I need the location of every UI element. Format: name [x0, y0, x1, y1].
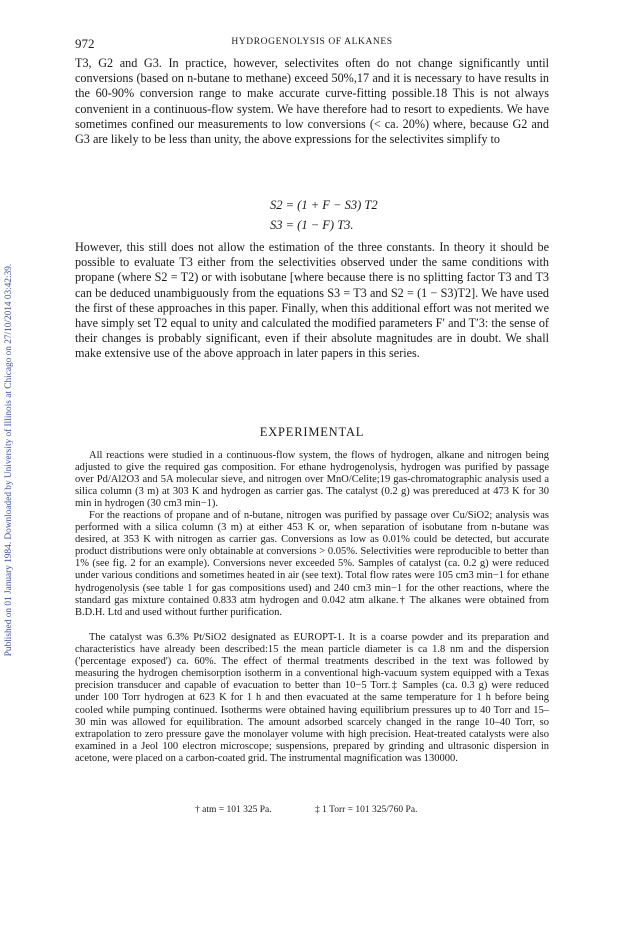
equation-s3: S3 = (1 − F) T3. — [270, 218, 354, 232]
experimental-paragraph: For the reactions of propane and of n-butane, nitrogen was purified by passage over Cu/SiO2; analysis was performed with a silica column (3 m) at either 453 K or, when separation of isobutane from n-butane was desired, at 353 K with nitrogen as carrier gas. Conversions as low as 0.01% could be detected, but accurate product distributions were only obtainable at conversions > 0.05%. Selectivities were reproducible to better than 1% (see fig. 2 for an example). Conversions never exceeded 5%. Samples of catalyst (ca. 0.2 g) were reduced under various conditions and sometimes heated in air (see text). Total flow rates were 105 cm3 min−1 for ethane hydrogenolysis (see table 1 for gas compositions used) and 240 cm3 min−1 for the other reactions, where the standard gas mixture contained 0.833 atm hydrogen and 0.042 atm alkane.† The alkanes were obtained from B.D.H. Ltd and used without further purification. — [75, 510, 549, 618]
body-paragraph: However, this still does not allow the estimation of the three constants. In theory it should be possible to evaluate T3 either from the selectivities observed under the same conditions with propane (where S2 = T2) or with isobutane [where because there is no splitting factor T3 and T3 can be deduced unambiguously from the equations S3 = T3 and S2 = (1 − S3)T2]. We have used the first of these approaches in this paper. Finally, when this additional effort was not merited we have simply set T2 equal to unity and calculated the modified parameters F′ and T′3: the sense of their changes is probably significant, even if their absolute magnitudes are in doubt. We shall make extensive use of the above approach in later papers in this series. — [75, 240, 549, 361]
equation-s2: S2 = (1 + F − S3) T2 — [270, 198, 378, 212]
experimental-paragraph: The catalyst was 6.3% Pt/SiO2 designated as EUROPT-1. It is a coarse powder and its preparation and characteristics have already been described:15 the mean particle diameter is ca 1.8 nm and the dispersion ('percentage exposed') ca. 60%. The effect of thermal treatments described in the text was followed by measuring the hydrogen chemisorption isotherm in a conventional high-vacuum system equipped with a Texas precision transducer and capable of evacuation to better than 10−5 Torr.‡ Samples (ca. 0.3 g) were reduced under 100 Torr hydrogen at 623 K for 1 h and then evacuated at the same temperature for 1 h before being cooled while pumping continued. Isotherms were obtained having equilibrium pressures up to 40 Torr and 15–30 min was allowed for equilibration. The amount adsorbed scarcely changed in the range 10–40 Torr, so extrapolation to zero pressure gave the monolayer volume with high precision. Heat-treated catalysts were also examined in a Jeol 100 electron microscope; suspensions, prepared by grinding and ultrasonic dispersion in acetone, were placed on a carbon-coated grid. The instrumental magnification was 130000. — [75, 632, 549, 764]
download-watermark — [3, 140, 15, 780]
download-watermark-text: Published on 01 January 1984. Downloaded by University of Illinois at Chicago on 27/10/2014 03:42:39. — [4, 263, 14, 657]
intro-paragraph: T3, G2 and G3. In practice, however, selectivites often do not change significantly until conversions (based on n-butane to methane) exceed 50%,17 and it is necessary to have results in the 60-90% conversion range to make accurate curve-fitting possible.18 This is not always convenient in a continuous-flow system. We have therefore had to resort to expedients. We have sometimes confined our measurements to low conversions (< ca. 20%) where, because G2 and G3 are likely to be less than unity, the above expressions for the selectivites simplify to — [75, 56, 549, 147]
page-number: 972 — [75, 36, 95, 51]
footnote: ‡ 1 Torr = 101 325/760 Pa. — [315, 805, 418, 815]
footnote: † atm = 101 325 Pa. — [195, 805, 272, 815]
section-heading: EXPERIMENTAL — [259, 425, 365, 439]
experimental-paragraph: All reactions were studied in a continuous-flow system, the flows of hydrogen, alkane and nitrogen being adjusted to give the required gas composition. For ethane hydrogenolysis, hydrogen was purified by passage over Pd/Al2O3 and 5A molecular sieve, and nitrogen over MnO/Celite;19 gas-chromatographic analysis used a silica column (3 m) at 303 K and hydrogen as carrier gas. The catalyst (0.2 g) was prereduced at 473 K for 30 min in hydrogen (30 cm3 min−1). — [75, 450, 549, 510]
running-title: HYDROGENOLYSIS OF ALKANES — [231, 37, 393, 47]
